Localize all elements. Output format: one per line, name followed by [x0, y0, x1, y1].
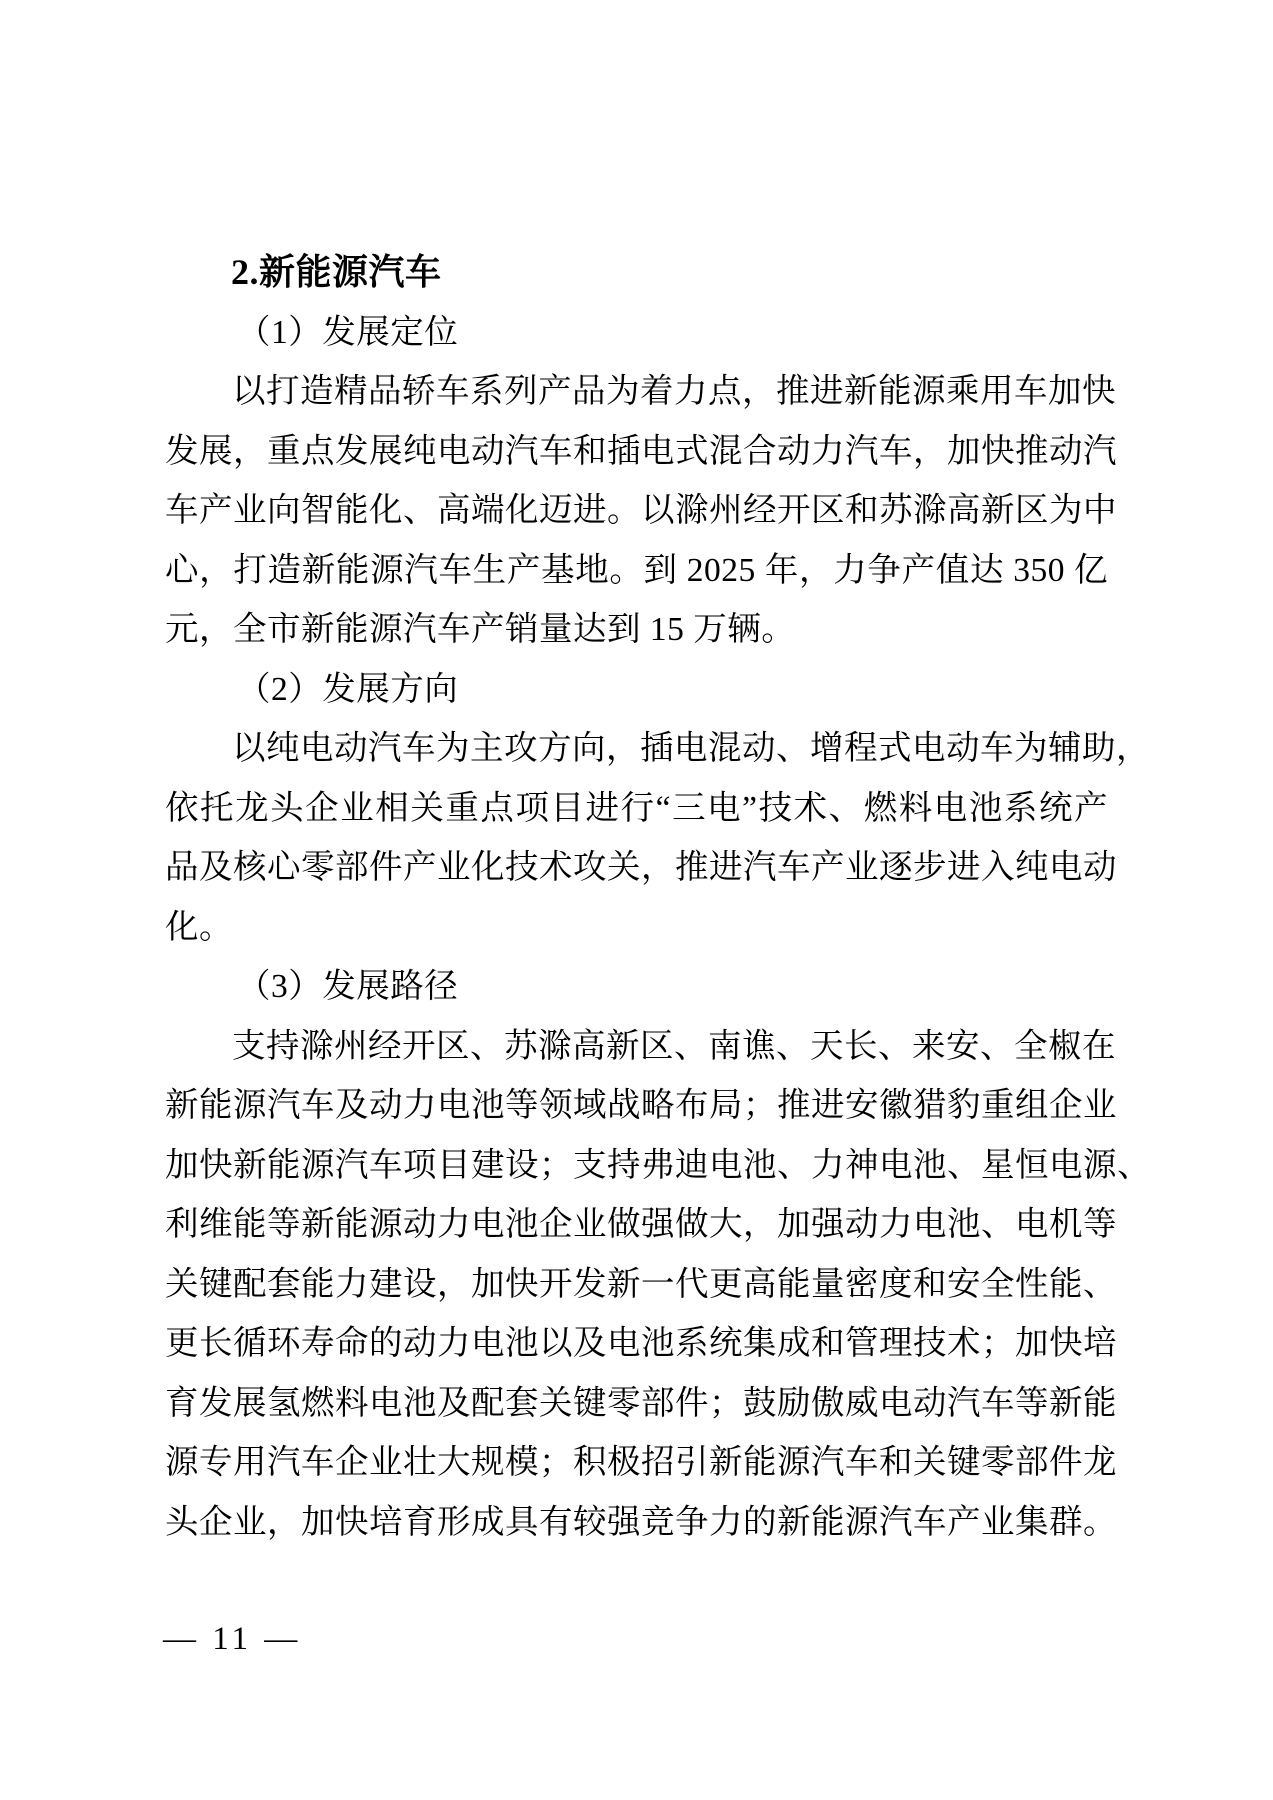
text-line: 依托龙头企业相关重点项目进行“三电”技术、燃料电池系统产: [165, 789, 1108, 827]
page-number: — 11 —: [163, 1621, 302, 1657]
sub-heading: （2）发展方向: [237, 670, 459, 708]
paragraph: [165, 362, 1117, 660]
text-line: 利维能等新能源动力电池企业做强做大，加强动力电池、电机等: [165, 1206, 1117, 1243]
text-line: 以打造精品轿车系列产品为着力点，推进新能源乘用车加快: [232, 373, 1116, 410]
sub-heading: （3）发展路径: [237, 968, 459, 1005]
text-line: 发展，重点发展纯电动汽车和插电式混合动力汽车，加快推动汽: [165, 432, 1117, 470]
section-heading: 2.新能源汽车: [231, 252, 442, 292]
text-line: 源专用汽车企业壮大规模；积极招引新能源汽车和关键零部件龙: [165, 1444, 1117, 1481]
text-line: 元，全市新能源汽车产销量达到 15 万辆。: [165, 611, 796, 648]
text-line: 心，打造新能源汽车生产基地。到 2025 年，力争产值达 350 亿: [165, 551, 1108, 589]
paragraph: [165, 1017, 1151, 1553]
text-line: 支持滁州经开区、苏滁高新区、南谯、天长、来安、全椒在: [232, 1027, 1116, 1065]
text-line: 更长循环寿命的动力电池以及电池系统集成和管理技术；加快培: [165, 1325, 1117, 1362]
text-line: 化。: [165, 908, 233, 946]
text-line: 育发展氢燃料电池及配套关键零部件；鼓励傲威电动汽车等新能: [165, 1384, 1117, 1422]
text-line: 加快新能源汽车项目建设；支持弗迪电池、力神电池、星恒电源、: [165, 1146, 1151, 1184]
text-line: 头企业，加快培育形成具有较强竞争力的新能源汽车产业集群。: [165, 1503, 1117, 1541]
text-line: 以纯电动汽车为主攻方向，插电混动、增程式电动车为辅助，: [232, 730, 1150, 767]
document-body: [165, 243, 1151, 1552]
sub-heading: （1）发展定位: [237, 313, 459, 351]
text-line: 关键配套能力建设，加快开发新一代更高能量密度和安全性能、: [165, 1265, 1117, 1303]
text-line: 车产业向智能化、高端化迈进。以滁州经开区和苏滁高新区为中: [165, 492, 1117, 529]
paragraph: [165, 719, 1150, 957]
page-footer: [163, 1618, 301, 1660]
text-line: 新能源汽车及动力电池等领域战略布局；推进安徽猎豹重组企业: [165, 1087, 1117, 1124]
text-line: 品及核心零部件产业化技术攻关，推进汽车产业逐步进入纯电动: [165, 849, 1117, 886]
